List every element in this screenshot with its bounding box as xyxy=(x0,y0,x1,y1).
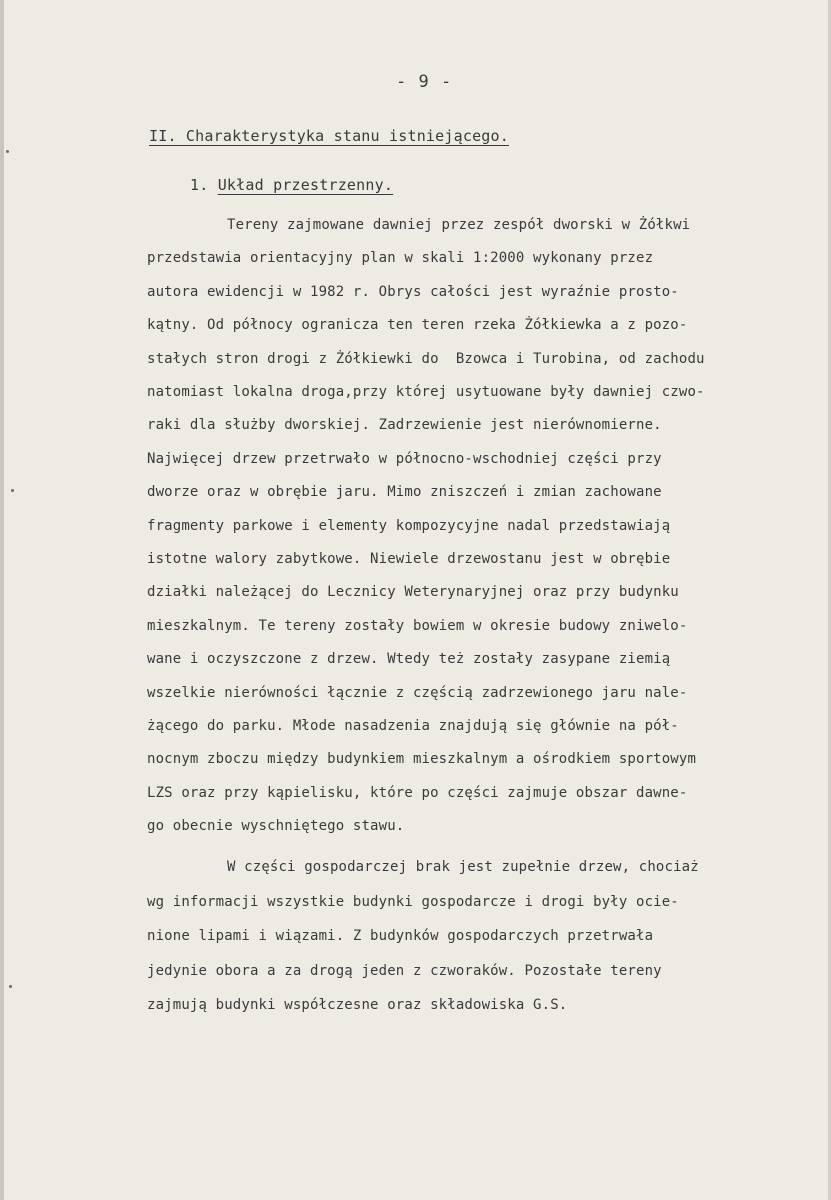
text-line: przedstawia orientacyjny plan w skali 1:2000 wykonany przez xyxy=(147,250,654,267)
text-line: jedynie obora a za drogą jeden z czworaków. Pozostałe tereny xyxy=(147,962,662,979)
text-line: nione lipami i wiązami. Z budynków gospodarczych przetrwała xyxy=(147,928,654,944)
text-line: dworze oraz w obrębie jaru. Mimo zniszczeń i zmian zachowane xyxy=(147,484,662,501)
text-line: wg informacji wszystkie budynki gospodarcze i drogi były ocie- xyxy=(147,893,679,910)
text-line: mieszkalnym. Te tereny zostały bowiem w okresie budowy zniwelo- xyxy=(147,617,688,634)
text-line: Najwięcej drzew przetrwało w północno-wschodniej części przy xyxy=(147,450,662,467)
text-line: zajmują budynki współczesne oraz składowiska G.S. xyxy=(147,997,568,1013)
text-line: raki dla służby dworskiej. Zadrzewienie jest nierównomierne. xyxy=(147,417,662,434)
text-line: istotne walory zabytkowe. Niewiele drzewostanu jest w obrębie xyxy=(147,551,671,567)
text-line: żącego do parku. Młode nasadzenia znajdują się głównie na pół- xyxy=(147,718,679,734)
text-line: go obecnie wyschniętego stawu. xyxy=(147,818,405,835)
text-line: kątny. Od północy ogranicza ten teren rzeka Żółkiewka a z pozo- xyxy=(147,317,688,334)
text-line: działki należącej do Lecznicy Weterynaryjnej oraz przy budynku xyxy=(147,584,679,601)
text-line: wane i oczyszczone z drzew. Wtedy też zostały zasypane ziemią xyxy=(147,651,671,668)
page-number: - 9 - xyxy=(396,72,453,92)
section-heading: II. Charakterystyka stanu istniejącego. xyxy=(149,127,509,145)
text-line: stałych stron drogi z Żółkiewki do Bzowca i Turobina, od zachodu xyxy=(147,350,705,367)
scan-mark xyxy=(9,985,12,988)
subsection-number: 1. xyxy=(190,176,209,194)
subsection-title: Układ przestrzenny. xyxy=(217,176,394,194)
text-line: nocnym zboczu między budynkiem mieszkalnym a ośrodkiem sportowym xyxy=(147,751,697,768)
subsection-heading xyxy=(190,176,393,194)
scan-mark xyxy=(6,150,9,153)
text-line: autora ewidencji w 1982 r. Obrys całości jest wyraźnie prosto- xyxy=(147,283,679,300)
text-line: fragmenty parkowe i elementy kompozycyjne nadal przedstawiają xyxy=(147,517,671,534)
text-line: natomiast lokalna droga,przy której usytuowane były dawniej czwo- xyxy=(147,384,705,400)
text-line: wszelkie nierówności łącznie z częścią zadrzewionego jaru nale- xyxy=(147,684,688,701)
scan-mark xyxy=(11,489,14,492)
text-line: W części gospodarczej brak jest zupełnie drzew, chociaż xyxy=(227,859,699,875)
text-line: LZS oraz przy kąpielisku, które po części zajmuje obszar dawne- xyxy=(147,784,688,801)
text-line: Tereny zajmowane dawniej przez zespół dworski w Żółkwi xyxy=(227,217,691,233)
page-left-edge xyxy=(0,0,4,1200)
